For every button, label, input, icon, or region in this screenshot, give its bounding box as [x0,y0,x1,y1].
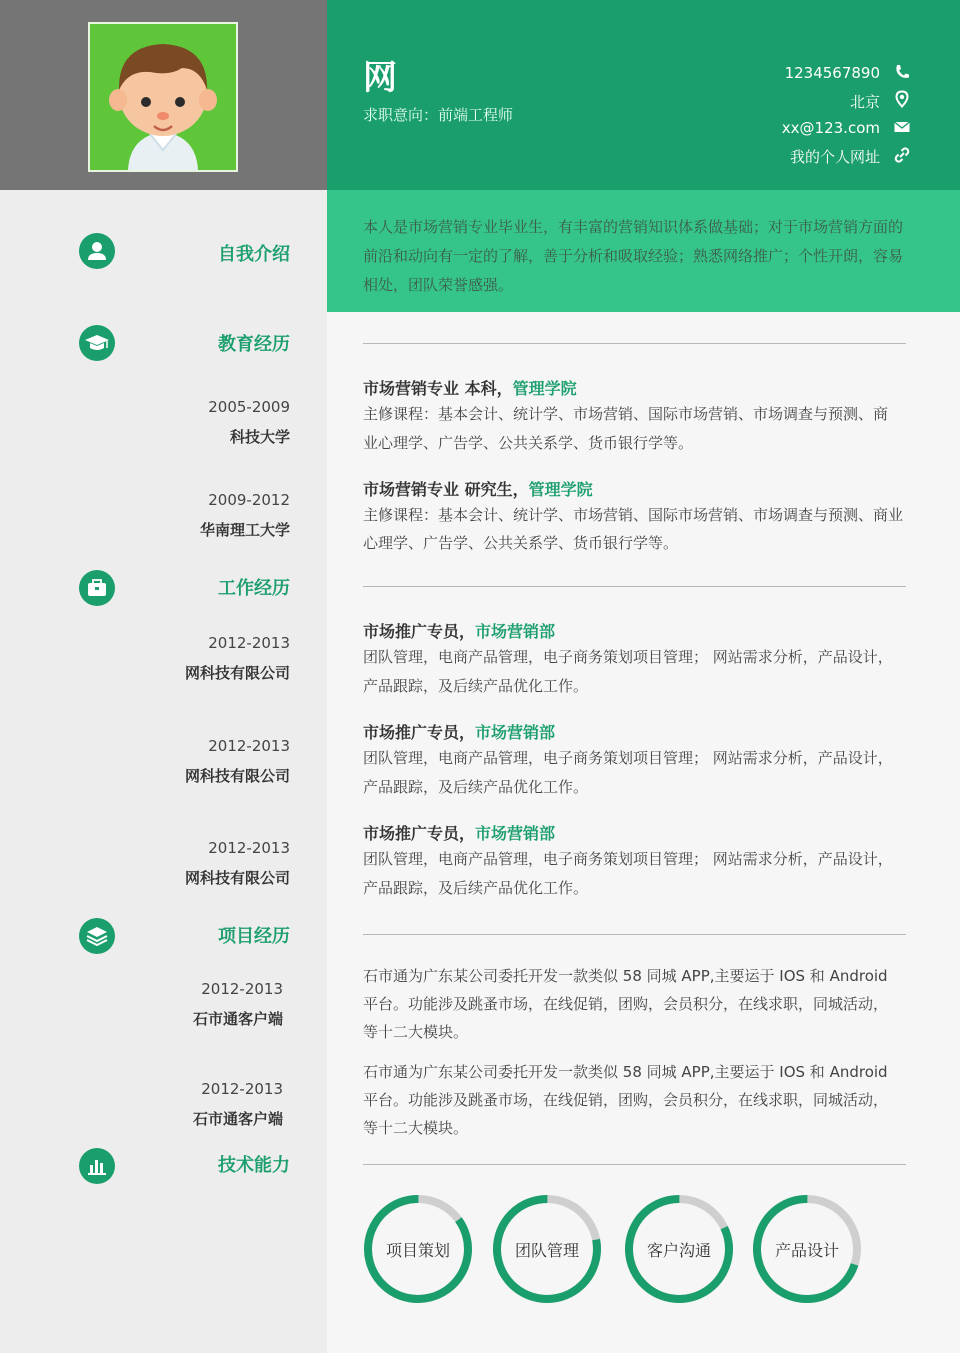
skill-ring [363,1194,473,1304]
work-heading: 市场推广专员，市场营销部 [363,723,556,742]
skill-label: 客户沟通 [646,1240,711,1260]
briefcase-icon [79,570,115,606]
education-heading: 市场营销专业 研究生，管理学院 [363,480,593,499]
college-name: 管理学院 [512,379,577,398]
location-icon [893,90,911,108]
education-courses: 主修课程：基本会计、统计学、市场营销、国际市场营销、市场调查与预测、商业心理学、广告学、公共关系学、货币银行学等。 [363,405,889,452]
education-heading: 市场营销专业 本科，管理学院 [363,379,577,398]
email-text[interactable]: xx@123.com [781,119,880,137]
work-description: 团队管理，电商产品管理，电子商务策划项目管理； 网站需求分析，产品设计，产品跟踪，及后续产品优化工作。 [363,850,893,897]
divider [363,934,906,935]
section-title-education: 教育经历 [218,334,290,355]
section-title-skills: 技术能力 [218,1155,290,1176]
work-description: 团队管理，电商产品管理，电子商务策划项目管理； 网站需求分析，产品设计，产品跟踪，及后续产品优化工作。 [363,749,893,796]
education-school: 华南理工大学 [199,521,290,539]
skill-ring [492,1194,602,1304]
cartoon-boy-avatar-icon [90,24,236,170]
work-heading: 市场推广专员，市场营销部 [363,824,556,843]
avatar [88,22,238,172]
divider [363,343,906,344]
college-name: 管理学院 [528,480,593,499]
graduation-cap-icon [79,325,115,361]
project-years: 2012-2013 [201,1080,283,1098]
work-company: 网科技有限公司 [184,664,290,682]
work-years: 2012-2013 [208,839,290,857]
education-school: 科技大学 [229,428,290,446]
work-years: 2012-2013 [208,634,290,652]
project-name: 石市通客户端 [192,1010,283,1028]
department-name: 市场营销部 [475,723,556,742]
user-icon [79,233,115,269]
education-courses: 主修课程：基本会计、统计学、市场营销、国际市场营销、市场调查与预测、商业心理学、广告学、公共关系学、货币银行学等。 [363,506,904,552]
layers-icon [79,918,115,954]
divider [363,586,906,587]
divider [363,1164,906,1165]
mail-icon [893,118,911,136]
work-company: 网科技有限公司 [184,869,290,887]
job-intent: 求职意向：前端工程师 [363,106,514,124]
work-years: 2012-2013 [208,737,290,755]
work-heading: 市场推广专员，市场营销部 [363,622,556,641]
intro-text: 本人是市场营销专业毕业生，有丰富的营销知识体系做基础；对于市场营销方面的前沿和动向有一定的了解，善于分析和吸取经验；熟悉网络推广；个性开朗，容易相处，团队荣誉感强。 [363,218,904,294]
project-description: 石市通为广东某公司委托开发一款类似 58 同城 APP,主要运于 IOS 和 Android 平台。功能涉及跳蚤市场，在线促销，团购，会员积分，在线求职，同城活动，等十二大模块。 [363,1063,889,1137]
department-name: 市场营销部 [475,824,556,843]
section-title-projects: 项目经历 [218,926,290,947]
section-title-work: 工作经历 [218,578,290,599]
phone-icon [893,63,911,81]
work-company: 网科技有限公司 [184,767,290,785]
work-description: 团队管理，电商产品管理，电子商务策划项目管理； 网站需求分析，产品设计，产品跟踪，及后续产品优化工作。 [363,648,893,695]
project-description: 石市通为广东某公司委托开发一款类似 58 同城 APP,主要运于 IOS 和 Android 平台。功能涉及跳蚤市场，在线促销，团购，会员积分，在线求职，同城活动，等十二大模块。 [363,967,889,1041]
skill-ring [624,1194,734,1304]
skill-label: 团队管理 [514,1240,579,1260]
website-text[interactable]: 我的个人网址 [789,148,880,166]
bar-chart-icon [79,1148,115,1184]
project-name: 石市通客户端 [192,1110,283,1128]
skill-label: 项目策划 [385,1240,450,1260]
location-text: 北京 [849,93,880,111]
link-icon [893,146,911,164]
education-years: 2005-2009 [208,398,290,416]
skill-label: 产品设计 [774,1240,839,1260]
phone-text: 1234567890 [784,64,880,82]
skill-ring [752,1194,862,1304]
section-title-about: 自我介绍 [218,244,290,265]
department-name: 市场营销部 [475,622,556,641]
project-years: 2012-2013 [201,980,283,998]
candidate-name: 网 [363,58,397,98]
education-years: 2009-2012 [208,491,290,509]
